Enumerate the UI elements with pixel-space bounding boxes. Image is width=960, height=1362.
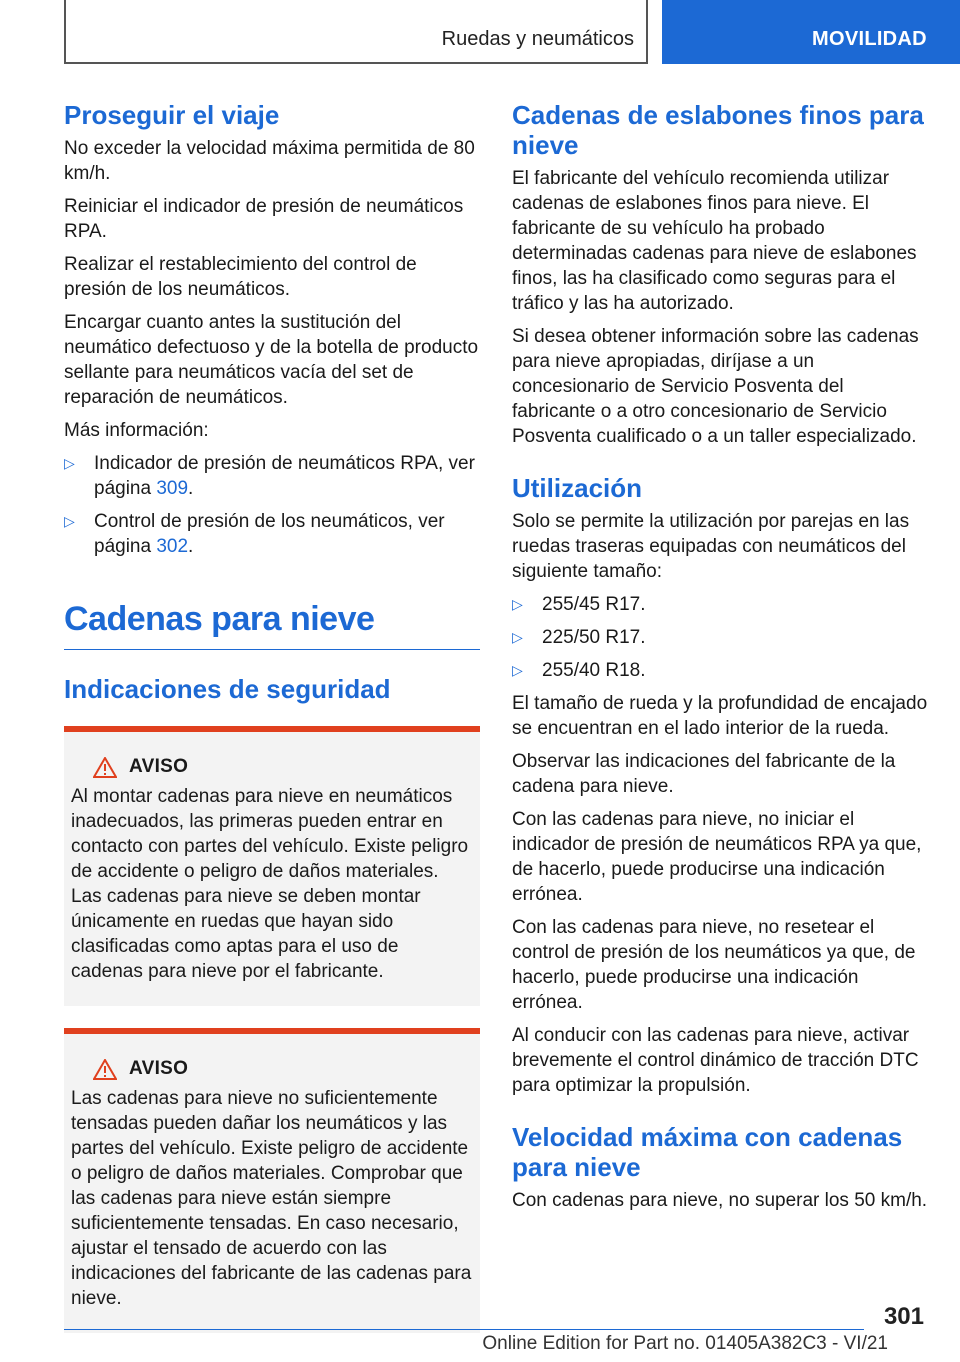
reference-end: . bbox=[188, 478, 194, 499]
paragraph: Reiniciar el indicador de presión de neumáticos RPA. bbox=[64, 196, 464, 242]
paragraph: Observar las indicaciones del fabricante de la cadena para nieve. bbox=[512, 751, 896, 797]
list-item bbox=[64, 451, 480, 501]
triangle-bullet-icon: ▷ bbox=[512, 596, 523, 612]
edition-info: Online Edition for Part no. 01405A382C3 - VI/21 bbox=[482, 1333, 888, 1354]
main-heading: Cadenas para nieve bbox=[64, 599, 480, 650]
page-number: 301 bbox=[883, 1303, 924, 1330]
paragraph: El fabricante del vehículo recomienda utilizar cadenas de eslabones finos para nieve. El fabricante de su vehículo ha probado determinadas cadenas para nieve de eslabones finos, las ha clasificado como seguras para el tráfico y las ha autorizado. bbox=[512, 168, 917, 314]
reference-text: Indicador de presión de neumáticos RPA, ver página bbox=[94, 453, 475, 499]
tire-size: 225/50 R17. bbox=[542, 627, 646, 648]
list-item bbox=[512, 625, 928, 650]
paragraph: Encargar cuanto antes la sustitución del neumático defectuoso y de la botella de producto sellante para neumáticos vacía del set de reparación de neumáticos. bbox=[64, 312, 479, 408]
reference-end: . bbox=[188, 536, 194, 557]
warning-box bbox=[64, 1028, 480, 1333]
heading-fine-chains: Cadenas de eslabones finos para nieve bbox=[512, 100, 924, 160]
reference-text: Control de presión de los neumáticos, ver página bbox=[94, 511, 445, 557]
header-box bbox=[64, 0, 648, 64]
tire-size-list bbox=[512, 592, 928, 683]
triangle-bullet-icon: ▷ bbox=[64, 513, 75, 529]
page-link-302[interactable]: 302 bbox=[156, 536, 189, 557]
page-link-309[interactable]: 309 bbox=[156, 478, 189, 499]
tire-size: 255/40 R18. bbox=[542, 660, 646, 681]
chapter-tab[interactable]: MOVILIDAD bbox=[662, 0, 960, 64]
triangle-bullet-icon: ▷ bbox=[64, 455, 75, 471]
paragraph: Con cadenas para nieve, no superar los 50 km/h. bbox=[512, 1190, 928, 1211]
warning-triangle-icon bbox=[93, 757, 117, 778]
heading-proseguir: Proseguir el viaje bbox=[64, 100, 280, 130]
triangle-bullet-icon: ▷ bbox=[512, 662, 523, 678]
heading-max-speed: Velocidad máxima con cadenas para nieve bbox=[512, 1122, 903, 1182]
warning-box bbox=[64, 726, 480, 1006]
warning-text: Las cadenas para nieve no suficientemente tensadas pueden dañar los neumáticos y las partes del vehículo. Existe peligro de accidente o peligro de daños materiales. Comprobar que las cadenas para nieve están siempre suficientemente tensadas. En caso necesario, ajustar el tensado de acuerdo con las indicaciones del fabricante de las cadenas para nieve. bbox=[71, 1088, 472, 1309]
paragraph: El tamaño de rueda y la profundidad de encajado se encuentran en el lado interior de la rueda. bbox=[512, 693, 928, 739]
paragraph: Con las cadenas para nieve, no iniciar el indicador de presión de neumáticos RPA ya que, de hacerlo, puede producirse una indicación errónea. bbox=[512, 809, 922, 905]
list-item bbox=[64, 509, 480, 559]
warning-text: Al montar cadenas para nieve en neumáticos inadecuados, las primeras pueden entrar en contacto con partes del vehículo. Existe peligro de accidente o peligro de daños materiales. Las cadenas para nieve se deben montar únicamente en ruedas que hayan sido clasificadas como aptas para el uso de cadenas para nieve por el fabricante. bbox=[71, 786, 469, 982]
warning-header bbox=[93, 756, 474, 778]
list-item bbox=[512, 592, 928, 617]
paragraph: Con las cadenas para nieve, no resetear el control de presión de los neumáticos ya que, de hacerlo, puede producirse una indicación errónea. bbox=[512, 917, 916, 1013]
footer-divider bbox=[64, 1329, 864, 1330]
heading-safety: Indicaciones de seguridad bbox=[64, 674, 391, 704]
paragraph: Solo se permite la utilización por parejas en las ruedas traseras equipadas con neumáticos del siguiente tamaño: bbox=[512, 511, 910, 582]
reference-list bbox=[64, 451, 480, 559]
warning-triangle-icon bbox=[93, 1059, 117, 1080]
heading-usage: Utilización bbox=[512, 473, 643, 503]
paragraph: Realizar el restablecimiento del control de presión de los neumáticos. bbox=[64, 254, 417, 300]
paragraph: Más información: bbox=[64, 420, 209, 441]
paragraph: Al conducir con las cadenas para nieve, activar brevemente el control dinámico de tracción DTC para optimizar la propulsión. bbox=[512, 1025, 919, 1096]
warning-label: AVISO bbox=[129, 756, 189, 777]
right-column bbox=[512, 100, 928, 1221]
warning-label: AVISO bbox=[129, 1058, 189, 1079]
section-title: Ruedas y neumáticos bbox=[441, 28, 634, 50]
warning-header bbox=[93, 1058, 474, 1080]
list-item bbox=[512, 658, 928, 683]
paragraph: No exceder la velocidad máxima permitida de 80 km/h. bbox=[64, 138, 475, 184]
paragraph: Si desea obtener información sobre las cadenas para nieve apropiadas, diríjase a un concesionario de Servicio Posventa del fabricante o a otro concesionario de Servicio Posventa cualificado o a un taller especializado. bbox=[512, 326, 919, 447]
tire-size: 255/45 R17. bbox=[542, 594, 646, 615]
left-column bbox=[64, 100, 480, 1333]
triangle-bullet-icon: ▷ bbox=[512, 629, 523, 645]
